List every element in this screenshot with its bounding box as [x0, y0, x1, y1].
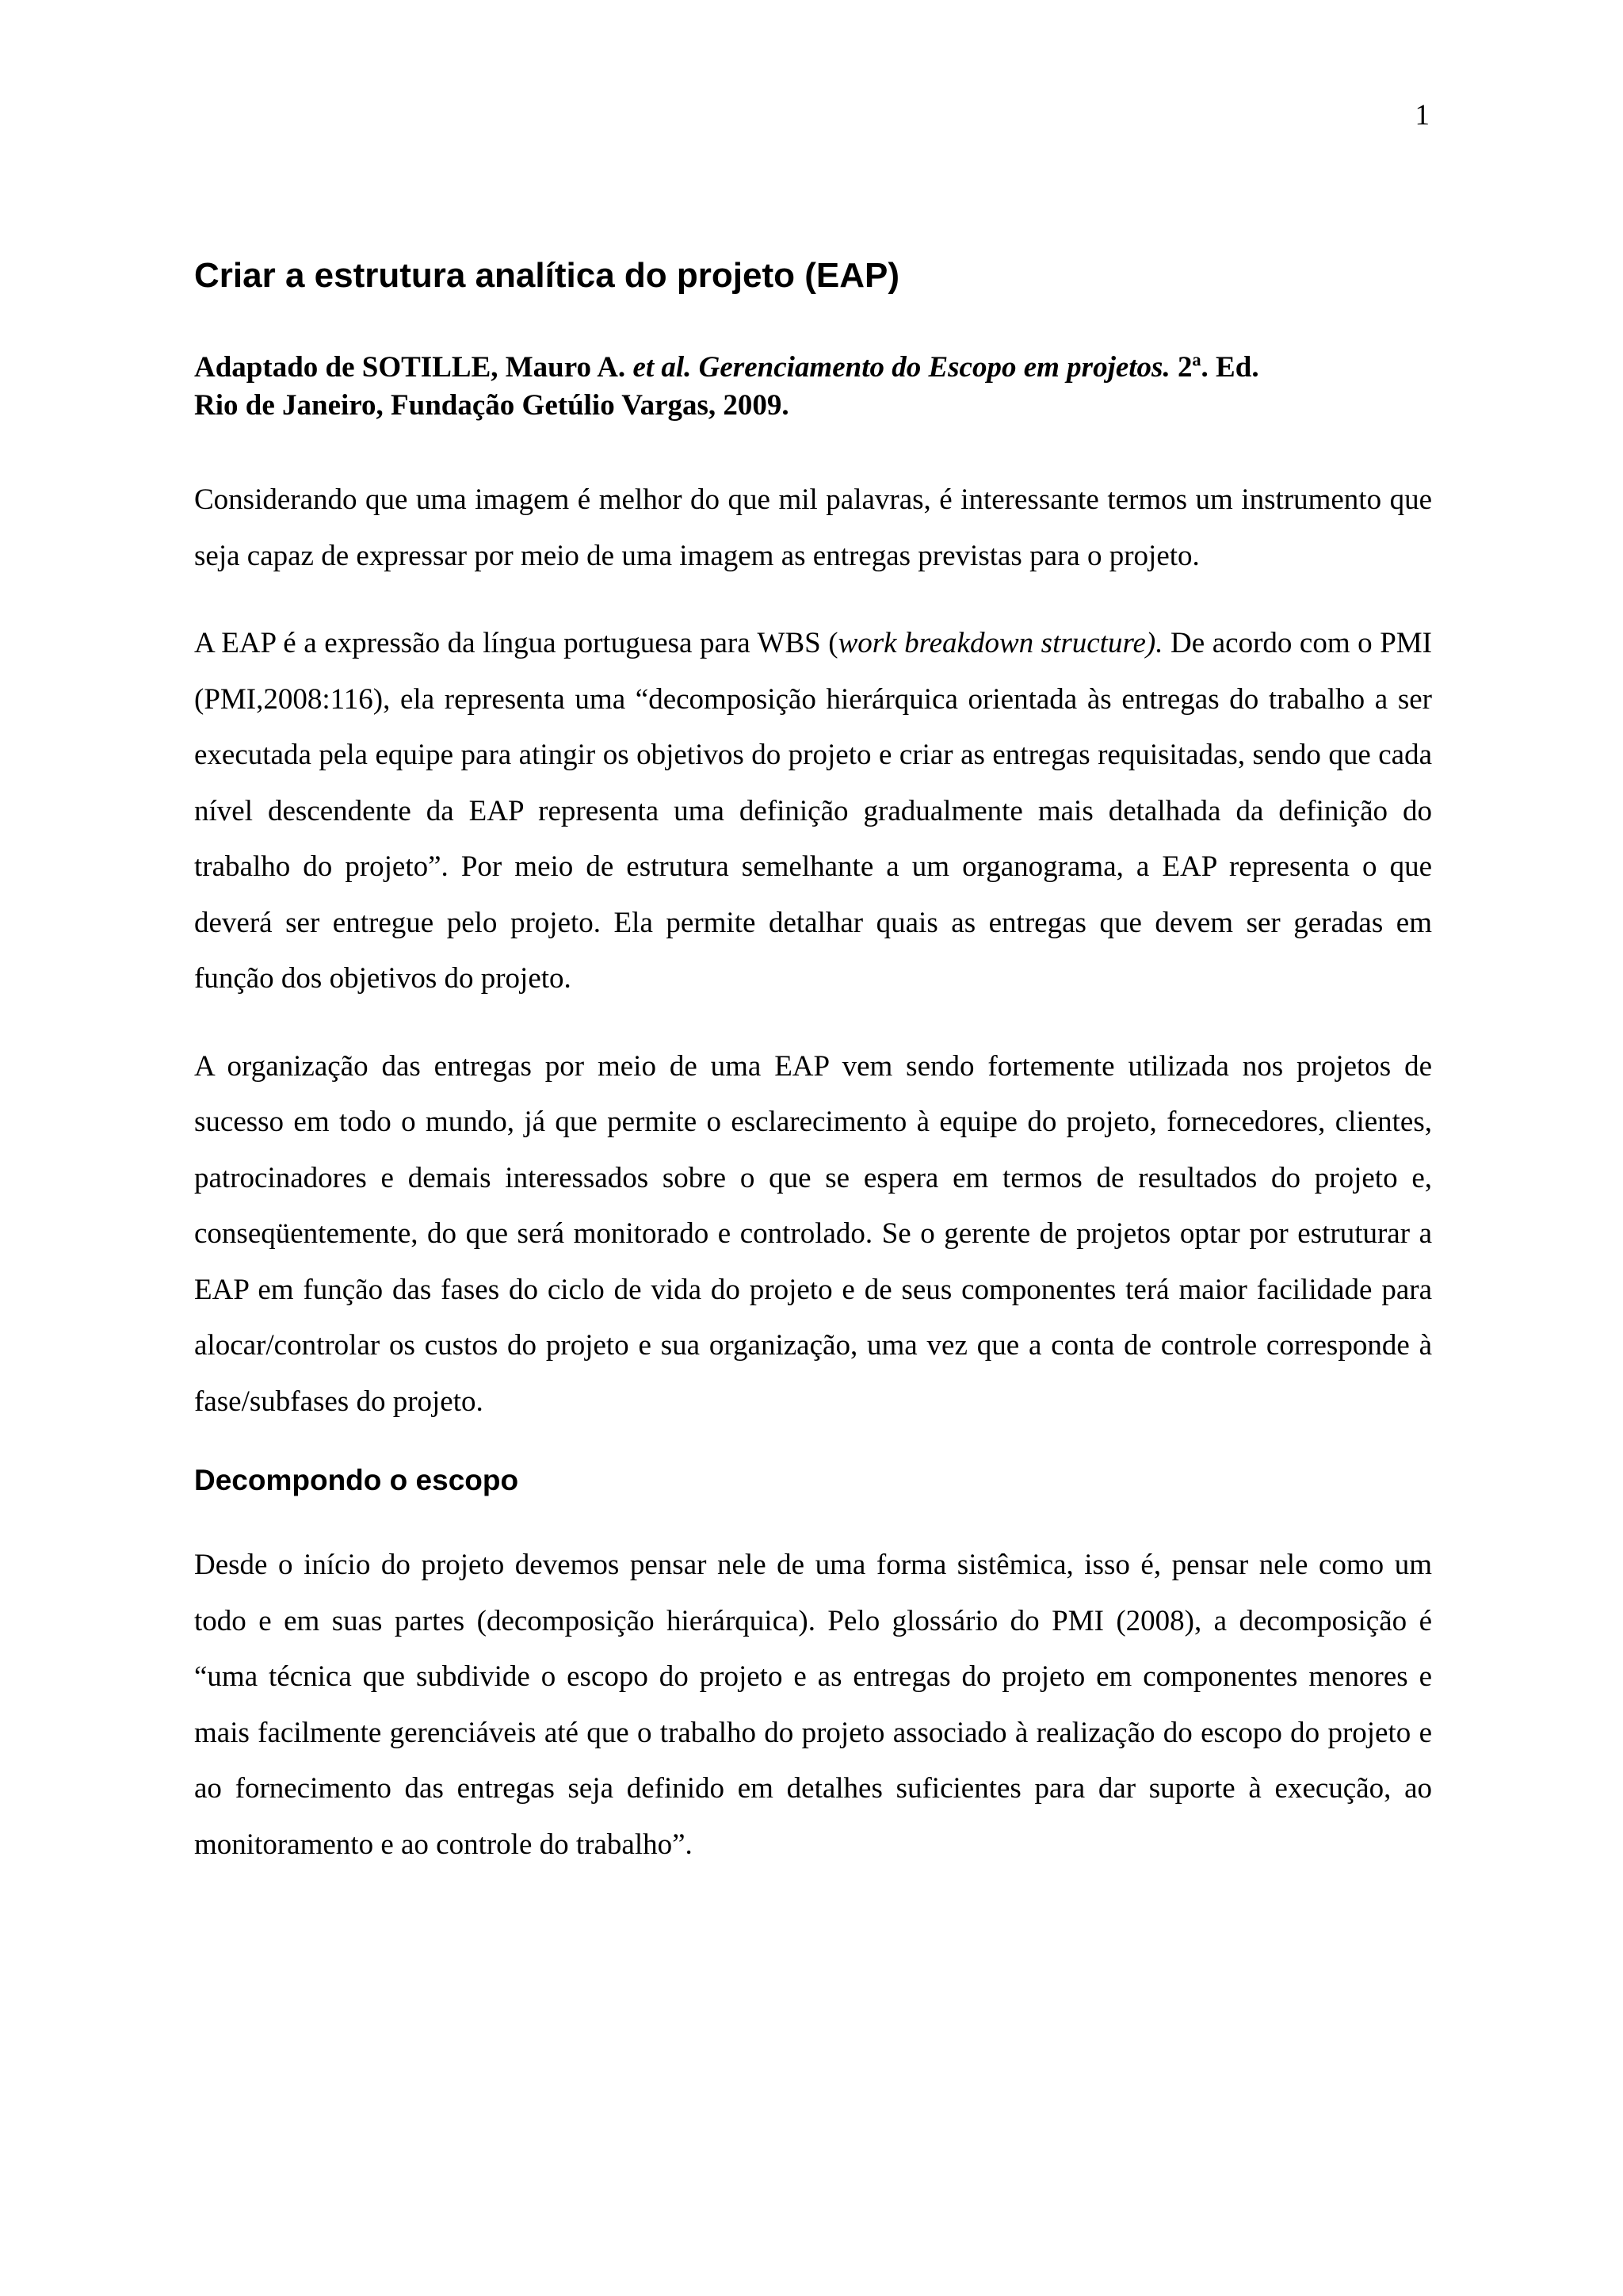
paragraph-2-start: A EAP é a expressão da língua portuguesa para WBS ( [194, 627, 838, 659]
paragraph-4: Desde o início do projeto devemos pensar nele de uma forma sistêmica, isso é, pensar nele como um todo e em suas partes (decomposição hierárquica). Pelo glossário do PMI (2008), a decomposição é “uma técnica que subdivide o escopo do projeto e as entregas do projeto em componentes menores e mais facilmente gerenciáveis até que o trabalho do projeto associado à realização do escopo do projeto e ao fornecimento das entregas seja definido em detalhes suficientes para dar suporte à execução, ao monitoramento e ao controle do trabalho”. [194, 1549, 1432, 1861]
reference-work-title: et al. Gerenciamento do Escopo em projetos. [632, 351, 1170, 384]
paragraph-1: Considerando que uma imagem é melhor do que mil palavras, é interessante termos um instrumento que seja capaz de expressar por meio de uma imagem as entregas previstas para o projeto. [194, 483, 1432, 572]
reference-line-1 [194, 349, 1432, 387]
paragraph-2-italic-term: work breakdown structure). [838, 627, 1163, 659]
reference-edition: 2ª. Ed. [1170, 351, 1259, 384]
page-number: 1 [1415, 99, 1430, 132]
section-heading: Decompondo o escopo [194, 1464, 519, 1496]
paragraph-2-rest: De acordo com o PMI (PMI,2008:116), ela representa uma “decomposição hierárquica orientada às entregas do trabalho a ser executada pela equipe para atingir os objetivos do projeto e criar as entregas requisitadas, sendo que cada nível descendente da EAP representa uma definição gradualmente mais detalhada da definição do trabalho do projeto”. Por meio de estrutura semelhante a um organograma, a EAP representa o que deverá ser entregue pelo projeto. Ela permite detalhar quais as entregas que devem ser geradas em função dos objetivos do projeto. [194, 627, 1432, 995]
source-reference [194, 349, 1432, 425]
reference-publisher: Rio de Janeiro, Fundação Getúlio Vargas, 2009. [194, 389, 789, 422]
document-body [194, 254, 1432, 1904]
paragraph-3: A organização das entregas por meio de uma EAP vem sendo fortemente utilizada nos projetos de sucesso em todo o mundo, já que permite o esclarecimento à equipe do projeto, fornecedores, clientes, patrocinadores e demais interessados sobre o que se espera em termos de resultados do projeto e, conseqüentemente, do que será monitorado e controlado. Se o gerente de projetos optar por estruturar a EAP em função das fases do ciclo de vida do projeto e de seus componentes terá maior facilidade para alocar/controlar os custos do projeto e sua organização, uma vez que a conta de controle corresponde à fase/subfases do projeto. [194, 1049, 1432, 1418]
document-title: Criar a estrutura analítica do projeto (EAP) [194, 256, 899, 295]
paragraph-2 [194, 616, 1432, 1007]
reference-author: Adaptado de SOTILLE, Mauro A. [194, 351, 633, 384]
